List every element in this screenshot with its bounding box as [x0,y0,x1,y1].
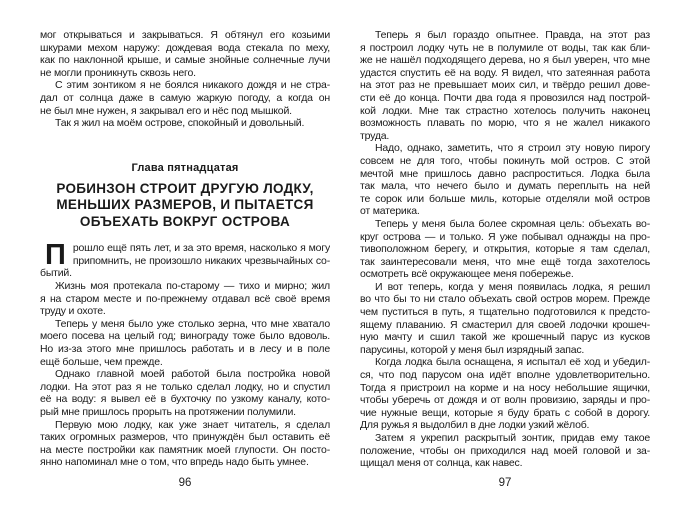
page-left [40,0,330,518]
text-line: Когда лодка была оснащена, я испытал её ход и убедил- [375,356,650,369]
text-line: Теперь у меня была более скромная цель: объехать во- [375,217,650,230]
text-line: возможность плавать по морю, что я не жалел никакого [360,117,650,130]
text-line: Затем я укрепил раскрытый зонтик, придав ему такое [375,432,650,444]
text-line: осмотреть всё окружающее меня побережье. [360,268,574,281]
text-line: И вот теперь, когда у меня появилась лодка, я решил [375,280,650,293]
text-line: моего посева на целый год; винограду тоже было вдоволь. [40,330,330,343]
text-line: бытий. [40,267,72,280]
text-line: парусины, которой у меня был изрядный запас. [360,343,585,356]
text-line: сти её до конца. Почти два года я провозился над построй- [360,91,650,104]
text-line: совсем не для того, чтобы покинуть мой остров. С этой [360,154,650,167]
text-line: ся, что под парусом она идёт вполне удовлетворительно. [360,369,650,382]
text-line: рый мне пришлось прорыть на протяжении полумили. [40,405,296,418]
paragraph [360,218,650,281]
page-number-left: 96 [178,477,192,489]
text-line: так заинтересовали меня, что мне ещё тогда захотелось [360,255,650,268]
text-line: круг острова — и только. Я уже побывал однажды на про- [360,230,650,243]
text-line: мечтой мне пришлось давно распроститься. Лодка была [360,167,650,180]
chapter-title-line: МЕНЬШИХ РАЗМЕРОВ, И ПЫТАЕТСЯ [56,197,314,213]
text-line: чтобы уберечь от дождя и от волн провизию, заряды и про- [360,394,650,407]
text-line: её на воду: я вывел её в бухточку по узкому каналу, кото- [40,393,330,406]
paragraph [360,356,650,432]
text-line: янно напоминал мне о том, что впредь надо быть умнее. [40,456,309,469]
paragraph [40,280,330,318]
chapter-title [40,181,330,231]
paragraph [40,368,330,418]
text-line: во что бы то ни стало объехать свой остров морем. Прежде [360,293,650,306]
text-line: на этот раз не превышает моих сил, и твёрдо решил дове- [360,79,650,92]
text-line: я на старом месте и по-прежнему отдавал всё своё время [40,292,330,305]
text-line: припомнить, не произошло никаких чрезвычайных со- [72,254,330,267]
drop-cap: П [45,239,66,272]
text-line: ещё больше, чем прежде. [40,355,163,368]
chapter-title-line: РОБИНЗОН СТРОИТ ДРУГУЮ ЛОДКУ, [56,180,314,196]
text-line: кой лодки. Мне так страстно хотелось получить наконец [360,104,650,117]
paragraph [40,29,330,79]
text-line: же не нашёл подходящего дерева, но я был уверен, что мне [360,54,650,67]
text-line: не могли проникнуть сквозь него. [40,66,196,79]
left-text-column-top [40,29,330,130]
right-text-column [360,29,650,470]
paragraph [40,419,330,469]
text-line: удастся спустить её на воду. Я видел, что затеянная работа [360,66,650,79]
text-line: Тогда я пристроил на корме и на носу небольшие ящички, [360,381,650,394]
text-line: тивоположном берегу, и открытия, которые я там сделал, [360,243,650,256]
text-line: от материка. [360,205,420,218]
text-line: щищал меня от солнца, как навес. [360,457,523,470]
text-line: С этим зонтиком я не боялся никакого дождя и не стра- [55,79,330,92]
text-line: Надо, однако, заметить, что я строил эту новую пирогу [375,142,650,155]
page-right [360,0,650,518]
paragraph [360,29,650,142]
text-line: Первую мою лодку, как уже знает читатель, я сделал [55,418,330,431]
text-line: не был мне нужен, я закрывал его и нёс под мышкой. [40,104,292,117]
page-number-right: 97 [498,477,512,489]
chapter-heading [40,162,330,231]
text-line: мог открываться и закрываться. Я обтянул его козьими [40,29,330,41]
paragraph [360,281,650,357]
text-line: ную мачту и сшил такой же крошечный парус из кусков [360,331,650,344]
text-line: рошло ещё пять лет, и за это время, насколько я могу [72,242,330,255]
text-line: те сорок или больше миль, которые отделяли мой остров [360,192,650,205]
text-line: Для ружья я выдолбил в дне лодки узкий жёлоб. [360,419,590,432]
text-line: на месте постройки как памятник моей глупости. Он посто- [40,443,330,456]
text-line: дал от солнца даже в самую жаркую погоду, а когда он [40,91,330,104]
left-text-column-body [40,239,330,469]
chapter-title-line: ОБЪЕХАТЬ ВОКРУГ ОСТРОВА [79,213,291,229]
text-line: так мала, что нечего было и думать переплыть на ней [360,180,650,193]
paragraph [40,239,330,280]
text-line: труду и охоте. [40,305,106,318]
text-line: положение, чтобы он приходился над моей головой и за- [360,444,650,457]
text-line: Теперь я был гораздо опытнее. Правда, на этот раз [375,29,650,41]
paragraph [40,79,330,117]
text-line: Теперь у меня было уже столько зерна, что мне хватало [55,317,330,330]
text-line: я построил лодку чуть не в полумиле от воды, так как бли- [360,41,650,54]
text-line: чие нужные вещи, которые я буду брать с собой в дорогу. [360,406,650,419]
text-line: Но из-за этого мне пришлось работать и в лесу и в поле [40,343,330,355]
text-line: как по наклонной крыше, и самые знойные солнечные лучи [40,54,330,67]
text-line: труда. [360,129,390,142]
text-line: шкурами мехом наружу: дождевая вода стекала по меху, [40,41,330,54]
chapter-number: Глава пятнадцатая [131,161,239,174]
text-line: ящему плаванию. Я смастерил для своей лодочки крошеч- [360,318,650,331]
text-line: таких огромных размеров, что принуждён был оставить её [40,431,330,444]
text-line: Жизнь моя протекала по-старому — тихо и мирно; жил [55,280,330,293]
text-line: чем пуститься в путь, я тщательно подготовился к предсто- [360,306,650,319]
text-line: Так я жил на моём острове, спокойный и довольный. [55,117,305,130]
paragraph [40,117,330,130]
text-line: Однако главной моей работой была постройка новой [55,368,330,381]
paragraph [360,142,650,218]
paragraph [40,318,330,368]
text-line: лодки. На этот раз я не только сделал лодку, но и спустил [40,380,330,393]
paragraph [360,432,650,470]
